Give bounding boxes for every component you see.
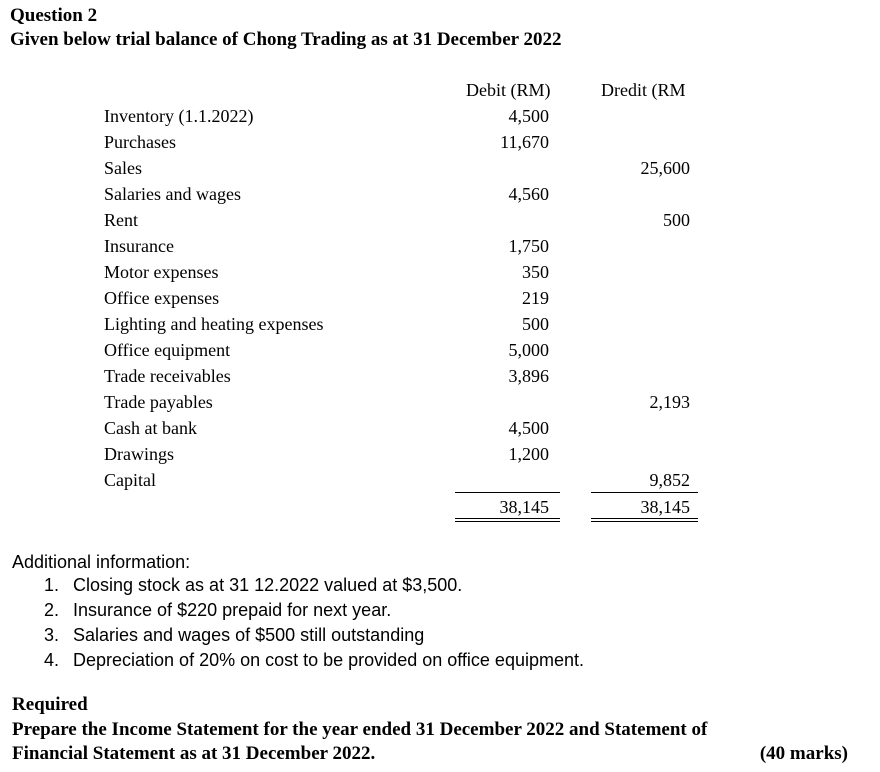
trial-balance-row <box>0 157 880 183</box>
debit-amount: 1,200 <box>508 444 549 464</box>
account-name: Insurance <box>104 236 174 256</box>
account-name: Salaries and wages <box>104 184 241 204</box>
required-title: Required <box>12 694 88 715</box>
account-name: Trade payables <box>104 392 213 412</box>
credit-amount: 9,852 <box>649 470 690 490</box>
account-name: Motor expenses <box>104 262 219 282</box>
debit-amount: 500 <box>522 314 549 334</box>
additional-info-item <box>44 648 584 672</box>
account-name: Lighting and heating expenses <box>104 314 324 334</box>
item-text: Insurance of $220 prepaid for next year. <box>73 600 392 620</box>
question-intro: Given below trial balance of Chong Trading as at 31 December 2022 <box>10 29 562 50</box>
debit-amount: 5,000 <box>508 340 549 360</box>
additional-info-title: Additional information: <box>12 552 191 572</box>
credit-amount: 500 <box>663 210 690 230</box>
account-name: Purchases <box>104 132 176 152</box>
item-number: 2. <box>44 600 60 620</box>
debit-amount: 4,500 <box>508 418 549 438</box>
debit-amount: 3,896 <box>508 366 549 386</box>
debit-amount: 11,670 <box>500 132 549 152</box>
item-number: 1. <box>44 575 60 595</box>
debit-amount: 4,500 <box>508 106 549 126</box>
credit-amount: 2,193 <box>649 392 690 412</box>
credit-amount: 25,600 <box>640 158 690 178</box>
debit-amount: 4,560 <box>508 184 549 204</box>
account-name: Cash at bank <box>104 418 197 438</box>
debit-subtotal-rule <box>455 492 560 493</box>
credit-subtotal-rule <box>591 492 698 493</box>
total-debit: 38,145 <box>499 497 549 517</box>
account-name: Capital <box>104 470 156 490</box>
account-name: Sales <box>104 158 142 178</box>
item-number: 4. <box>44 650 60 670</box>
debit-total-double-rule-top <box>455 518 560 519</box>
trial-balance-row <box>0 183 880 209</box>
item-number: 3. <box>44 625 60 645</box>
trial-balance-row <box>0 235 880 261</box>
account-name: Rent <box>104 210 138 230</box>
required-text-line2-body: Financial Statement as at 31 December 2022. <box>12 743 376 764</box>
account-name: Inventory (1.1.2022) <box>104 106 254 126</box>
credit-total-double-rule-top <box>591 518 698 519</box>
item-text: Closing stock as at 31 12.2022 valued at $3,500. <box>73 575 463 595</box>
debit-total-double-rule-bottom <box>455 521 560 522</box>
required-text-line2 <box>12 742 848 766</box>
trial-balance-row <box>0 105 880 131</box>
trial-balance-row <box>0 339 880 365</box>
trial-balance-row <box>0 313 880 339</box>
additional-info-item <box>44 598 391 622</box>
credit-column-header: Dredit (RM <box>601 80 686 100</box>
account-name: Office expenses <box>104 288 220 308</box>
trial-balance-row <box>0 287 880 313</box>
total-credit: 38,145 <box>640 497 690 517</box>
marks-label: (40 marks) <box>759 743 848 764</box>
debit-amount: 350 <box>522 262 549 282</box>
question-title: Question 2 <box>10 5 98 26</box>
debit-column-header: Debit (RM) <box>466 80 551 100</box>
required-text-line1: Prepare the Income Statement for the year ended 31 December 2022 and Statement of <box>12 719 708 740</box>
trial-balance-row <box>0 417 880 443</box>
additional-info-item <box>44 573 462 597</box>
trial-balance-row <box>0 365 880 391</box>
item-text: Depreciation of 20% on cost to be provided on office equipment. <box>73 650 584 670</box>
trial-balance-row <box>0 443 880 469</box>
debit-amount: 219 <box>522 288 549 308</box>
account-name: Trade receivables <box>104 366 231 386</box>
item-text: Salaries and wages of $500 still outstanding <box>73 625 425 645</box>
debit-amount: 1,750 <box>508 236 549 256</box>
trial-balance-row <box>0 261 880 287</box>
credit-total-double-rule-bottom <box>591 521 698 522</box>
account-name: Drawings <box>104 444 174 464</box>
trial-balance-row <box>0 391 880 417</box>
account-name: Office equipment <box>104 340 231 360</box>
additional-info-item <box>44 623 424 647</box>
trial-balance-row <box>0 131 880 157</box>
trial-balance-row <box>0 469 880 495</box>
trial-balance-row <box>0 209 880 235</box>
